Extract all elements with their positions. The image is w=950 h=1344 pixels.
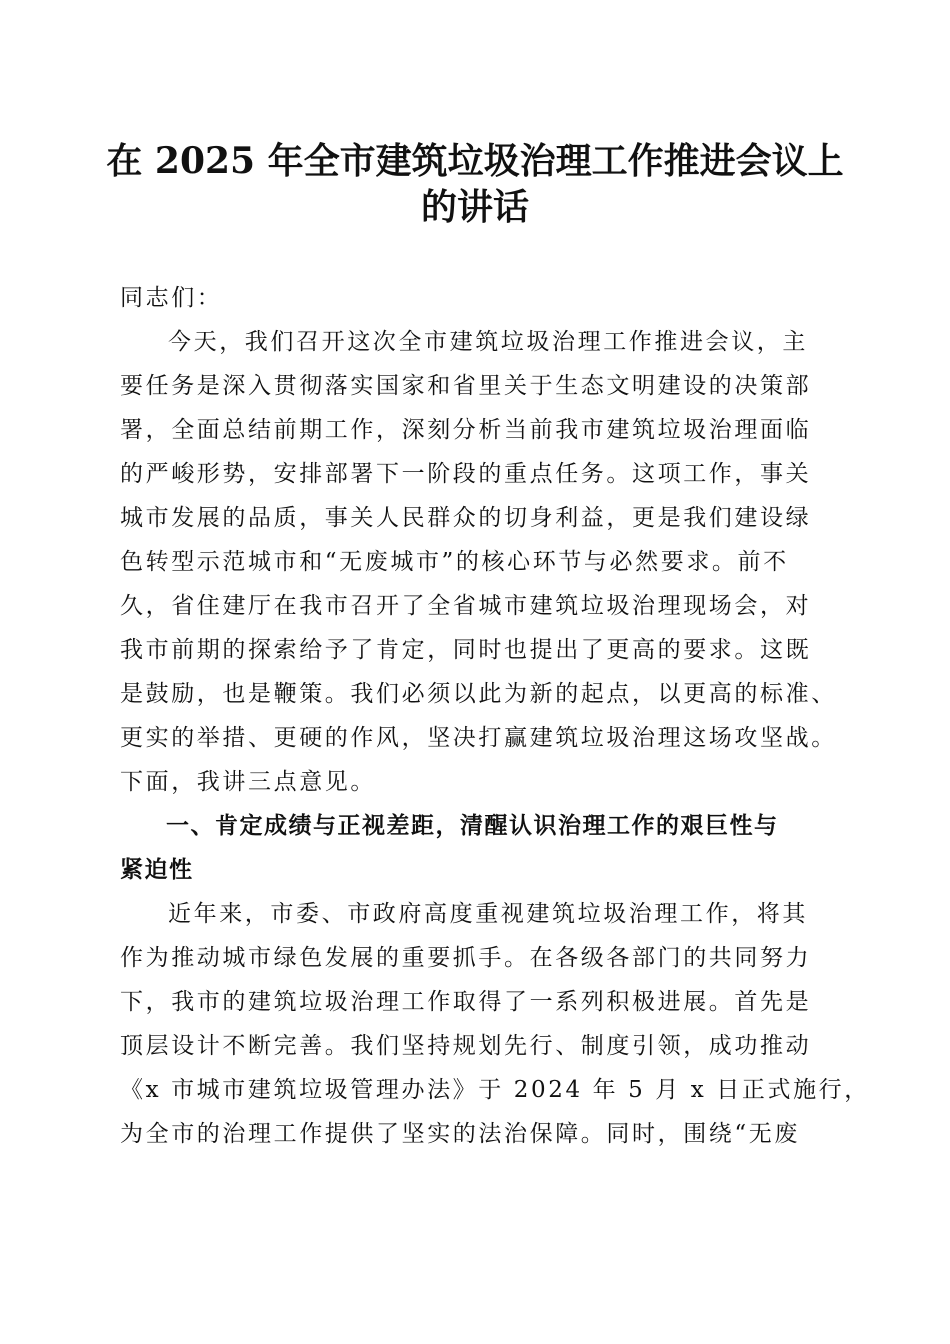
paragraph-line: 色转型示范城市和“无废城市”的核心环节与必然要求。前不	[120, 549, 789, 575]
paragraph-line: 为全市的治理工作提供了坚实的法治保障。同时，围绕“无废	[120, 1121, 800, 1147]
paragraph-line: 下面，我讲三点意见。	[120, 769, 376, 795]
paragraph-line: 的严峻形势，安排部署下一阶段的重点任务。这项工作，事关	[120, 461, 812, 487]
paragraph-line: 顶层设计不断完善。我们坚持规划先行、制度引领，成功推动	[120, 1033, 812, 1059]
paragraph-line: 《x 市城市建筑垃圾管理办法》于 2024 年 5 月 x 日正式施行，	[120, 1077, 870, 1103]
paragraph-line: 要任务是深入贯彻落实国家和省里关于生态文明建设的决策部	[120, 373, 812, 399]
salutation-text: 同志们：	[120, 285, 223, 311]
paragraph-line: 城市发展的品质，事关人民群众的切身利益，更是我们建设绿	[120, 505, 812, 531]
document-title-line-2: 的讲话	[420, 186, 529, 228]
section-heading-line: 一、肯定成绩与正视差距，清醒认识治理工作的艰巨性与	[166, 813, 779, 839]
paragraph-line: 署，全面总结前期工作，深刻分析当前我市建筑垃圾治理面临	[120, 417, 812, 443]
paragraph-line: 今天，我们召开这次全市建筑垃圾治理工作推进会议，主	[168, 329, 808, 355]
paragraph-achievements	[120, 892, 870, 1156]
section-heading-1	[120, 804, 840, 892]
paragraph-line: 下，我市的建筑垃圾治理工作取得了一系列积极进展。首先是	[120, 989, 812, 1015]
paragraph-line: 近年来，市委、市政府高度重视建筑垃圾治理工作，将其	[168, 901, 808, 927]
paragraph-line: 我市前期的探索给予了肯定，同时也提出了更高的要求。这既	[120, 637, 812, 663]
paragraph-line: 更实的举措、更硬的作风，坚决打赢建筑垃圾治理这场攻坚战。	[120, 725, 837, 751]
paragraph-line: 是鼓励，也是鞭策。我们必须以此为新的起点，以更高的标准、	[120, 681, 837, 707]
salutation	[120, 276, 840, 320]
paragraph-line: 久，省住建厅在我市召开了全省城市建筑垃圾治理现场会，对	[120, 593, 812, 619]
paragraph-intro	[120, 320, 840, 804]
document-title-line-1: 在 2025 年全市建筑垃圾治理工作推进会议上	[106, 140, 844, 182]
section-heading-line: 紧迫性	[120, 857, 194, 883]
paragraph-line: 作为推动城市绿色发展的重要抓手。在各级各部门的共同努力	[120, 945, 812, 971]
